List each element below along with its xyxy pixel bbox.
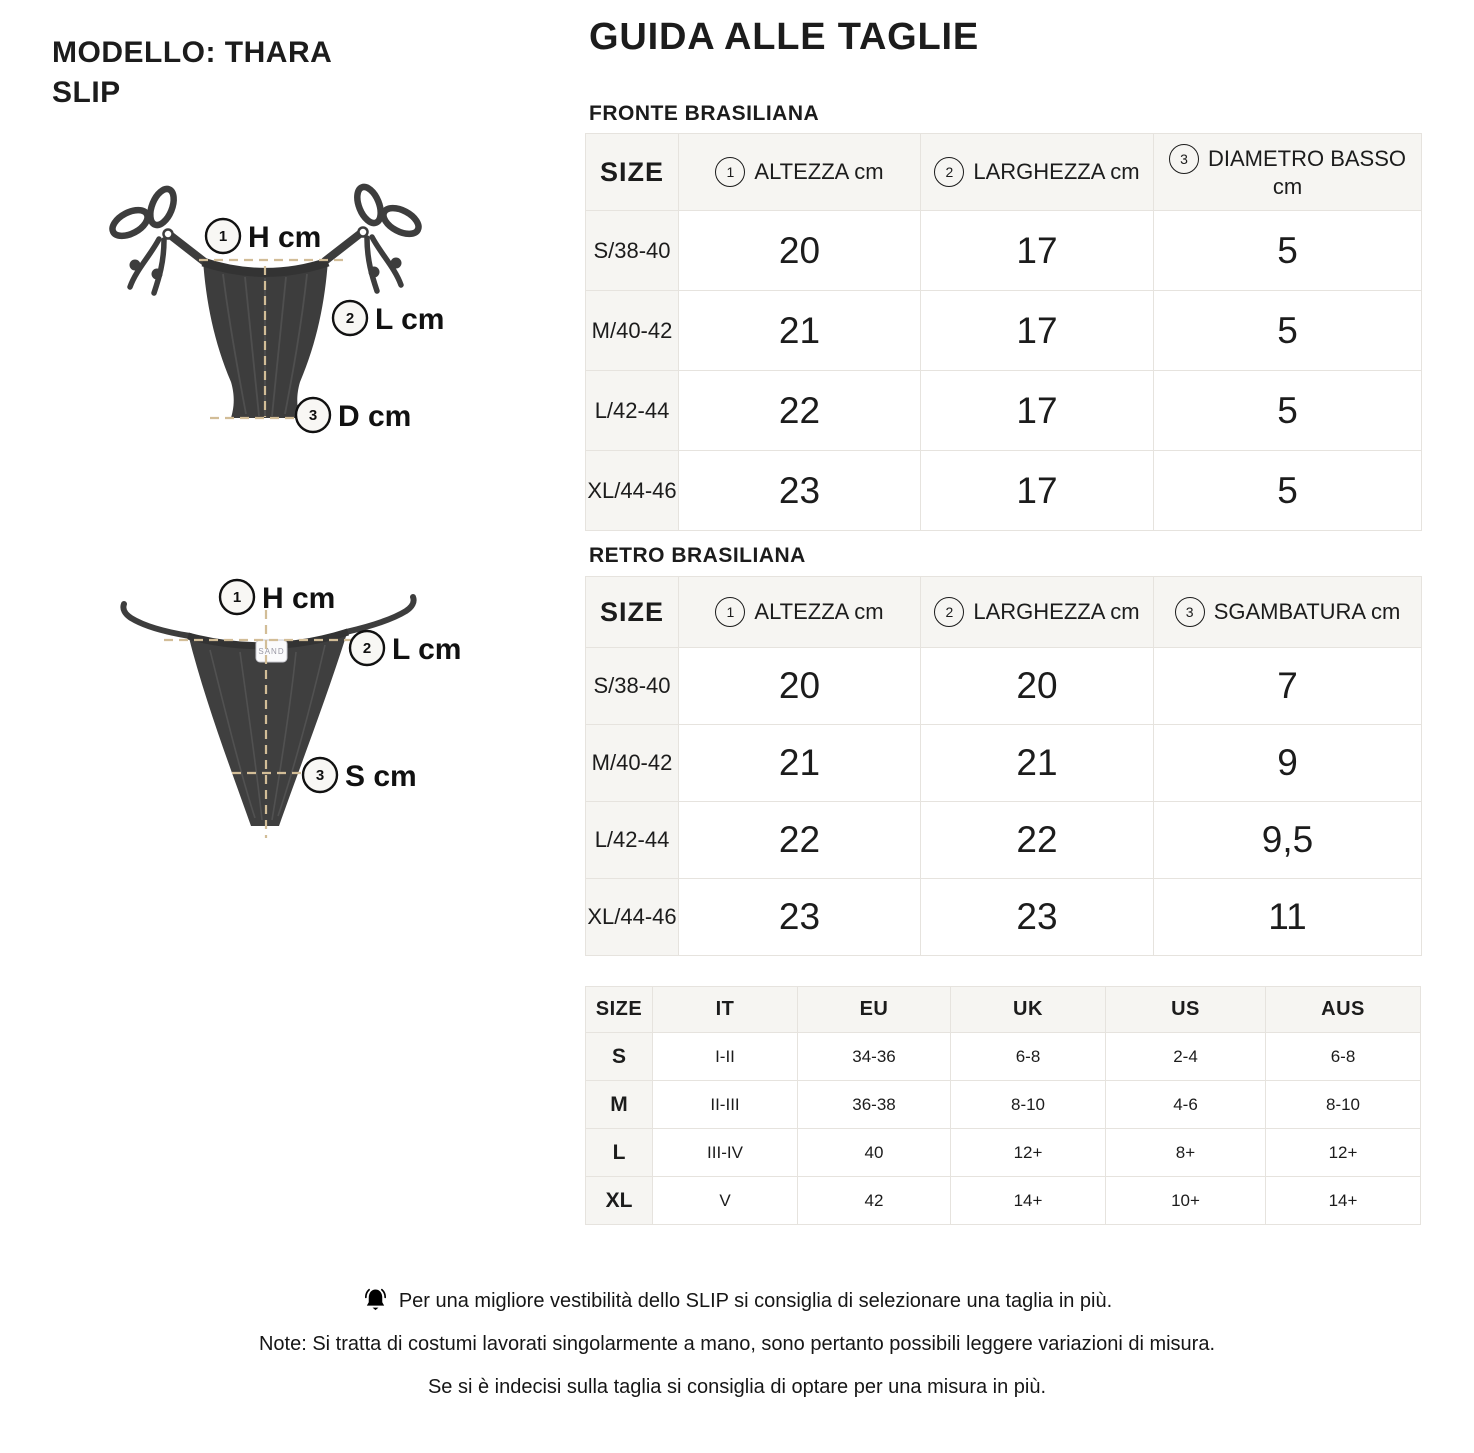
value-cell: 23 — [921, 879, 1154, 956]
fit-tip — [0, 1288, 1474, 1314]
value-cell: 20 — [679, 211, 921, 291]
value-cell: 40 — [798, 1129, 951, 1177]
conv-header-eu: EU — [798, 987, 951, 1033]
size-cell: S — [586, 1033, 653, 1081]
header-row — [586, 134, 1422, 211]
footer-notes — [0, 1288, 1474, 1417]
size-cell: M — [586, 1081, 653, 1129]
front-section-label: FRONTE BRASILIANA — [589, 102, 820, 125]
front-annotation-2 — [333, 301, 444, 336]
bell-icon — [362, 1288, 389, 1313]
table-row — [586, 725, 1422, 802]
svg-text:L cm: L cm — [392, 633, 462, 666]
value-cell: 11 — [1154, 879, 1422, 956]
size-cell: XL — [586, 1177, 653, 1225]
size-cell: XL/44-46 — [586, 451, 679, 531]
back-garment-diagram — [100, 560, 520, 870]
circled-number-2-icon: 2 — [934, 597, 964, 627]
value-cell: 21 — [679, 725, 921, 802]
value-cell: 23 — [679, 879, 921, 956]
back-section-label: RETRO BRASILIANA — [589, 544, 806, 567]
column-header-altezza: 1 ALTEZZA cm — [679, 134, 921, 211]
circled-number-1-icon: 1 — [715, 597, 745, 627]
value-cell: 7 — [1154, 648, 1422, 725]
svg-text:H cm: H cm — [248, 221, 322, 254]
front-annotation-1 — [206, 219, 321, 254]
value-cell: 22 — [679, 371, 921, 451]
strap-ring-left — [164, 230, 173, 239]
value-cell: 17 — [921, 371, 1154, 451]
size-cell: M/40-42 — [586, 291, 679, 371]
value-cell: 20 — [921, 648, 1154, 725]
table-row — [586, 648, 1422, 725]
size-cell: XL/44-46 — [586, 879, 679, 956]
column-header-sgambatura: 3 SGAMBATURA cm — [1154, 577, 1422, 648]
size-cell: S/38-40 — [586, 211, 679, 291]
size-column-header: SIZE — [586, 577, 679, 648]
value-cell: II-III — [653, 1081, 798, 1129]
circled-number-2-icon: 2 — [934, 157, 964, 187]
value-cell: 5 — [1154, 211, 1422, 291]
value-cell: 12+ — [951, 1129, 1106, 1177]
value-cell: 8-10 — [1266, 1081, 1421, 1129]
strap-ring-right — [359, 228, 368, 237]
svg-text:1: 1 — [218, 228, 228, 245]
size-cell: L/42-44 — [586, 371, 679, 451]
value-cell: 21 — [679, 291, 921, 371]
value-cell: 23 — [679, 451, 921, 531]
handmade-note: Note: Si tratta di costumi lavorati singolarmente a mano, sono pertanto possibili leggere variazioni di misura. — [258, 1333, 1216, 1355]
value-cell: 6-8 — [951, 1033, 1106, 1081]
table-row — [586, 879, 1422, 956]
table-row — [586, 291, 1422, 371]
value-cell: I-II — [653, 1033, 798, 1081]
model-title-line1: MODELLO: THARA — [52, 36, 333, 69]
back-size-table — [585, 576, 1422, 956]
back-annotation-1 — [220, 580, 335, 615]
value-cell: 22 — [921, 802, 1154, 879]
svg-text:1: 1 — [232, 589, 242, 606]
column-header-altezza: 1 ALTEZZA cm — [679, 577, 921, 648]
value-cell: 14+ — [951, 1177, 1106, 1225]
svg-text:3: 3 — [308, 407, 318, 424]
model-title — [52, 33, 332, 112]
conv-header-aus: AUS — [1266, 987, 1421, 1033]
circled-number-1-icon: 1 — [715, 157, 745, 187]
front-garment-diagram — [60, 170, 500, 470]
value-cell: 12+ — [1266, 1129, 1421, 1177]
table-row — [586, 1033, 1421, 1081]
fit-tip-text: Per una migliore vestibilità dello SLIP si consiglia di selezionare una taglia in più. — [398, 1290, 1113, 1312]
header-row — [586, 987, 1421, 1033]
value-cell: 8-10 — [951, 1081, 1106, 1129]
value-cell: 8+ — [1106, 1129, 1266, 1177]
value-cell: 5 — [1154, 451, 1422, 531]
conv-header-size: SIZE — [586, 987, 653, 1033]
column-header-larghezza: 2 LARGHEZZA cm — [921, 577, 1154, 648]
value-cell: 34-36 — [798, 1033, 951, 1081]
table-row — [586, 1129, 1421, 1177]
value-cell: 5 — [1154, 291, 1422, 371]
table-row — [586, 1081, 1421, 1129]
value-cell: 9 — [1154, 725, 1422, 802]
value-cell: 42 — [798, 1177, 951, 1225]
table-row — [586, 802, 1422, 879]
header-row — [586, 577, 1422, 648]
conv-header-us: US — [1106, 987, 1266, 1033]
value-cell: 9,5 — [1154, 802, 1422, 879]
table-row — [586, 211, 1422, 291]
svg-text:2: 2 — [362, 640, 372, 657]
value-cell: 14+ — [1266, 1177, 1421, 1225]
value-cell: 5 — [1154, 371, 1422, 451]
value-cell: 17 — [921, 211, 1154, 291]
value-cell: V — [653, 1177, 798, 1225]
value-cell: 36-38 — [798, 1081, 951, 1129]
table-row — [586, 371, 1422, 451]
conv-header-it: IT — [653, 987, 798, 1033]
value-cell: 6-8 — [1266, 1033, 1421, 1081]
size-cell: M/40-42 — [586, 725, 679, 802]
svg-text:3: 3 — [315, 767, 325, 784]
value-cell: 21 — [921, 725, 1154, 802]
svg-text:H cm: H cm — [262, 582, 336, 615]
garment-tag — [256, 640, 287, 662]
svg-text:L cm: L cm — [375, 303, 445, 336]
value-cell: 2-4 — [1106, 1033, 1266, 1081]
svg-text:2: 2 — [345, 310, 355, 327]
table-row — [586, 451, 1422, 531]
circled-number-3-icon: 3 — [1175, 597, 1205, 627]
size-cell: S/38-40 — [586, 648, 679, 725]
size-conversion-table — [585, 986, 1421, 1225]
value-cell: 17 — [921, 451, 1154, 531]
svg-text:D cm: D cm — [338, 400, 412, 433]
value-cell: 10+ — [1106, 1177, 1266, 1225]
front-annotation-3 — [296, 398, 411, 433]
page-title: GUIDA ALLE TAGLIE — [589, 16, 980, 58]
column-header-larghezza: 2 LARGHEZZA cm — [921, 134, 1154, 211]
svg-text:SAND: SAND — [258, 647, 285, 656]
value-cell: 22 — [679, 802, 921, 879]
column-header-diametro: 3 DIAMETRO BASSO cm — [1154, 134, 1422, 211]
model-title-line2: SLIP — [52, 75, 121, 109]
value-cell: 20 — [679, 648, 921, 725]
back-annotation-2 — [350, 631, 461, 666]
size-cell: L — [586, 1129, 653, 1177]
size-cell: L/42-44 — [586, 802, 679, 879]
value-cell: 17 — [921, 291, 1154, 371]
table-row — [586, 1177, 1421, 1225]
circled-number-3-icon: 3 — [1169, 144, 1199, 174]
svg-text:S cm: S cm — [345, 760, 417, 793]
back-annotation-3 — [303, 758, 417, 793]
conv-header-uk: UK — [951, 987, 1106, 1033]
size-column-header: SIZE — [586, 134, 679, 211]
front-size-table — [585, 133, 1422, 531]
value-cell: III-IV — [653, 1129, 798, 1177]
sizing-note: Se si è indecisi sulla taglia si consiglia di optare per una misura in più. — [427, 1376, 1047, 1398]
value-cell: 4-6 — [1106, 1081, 1266, 1129]
